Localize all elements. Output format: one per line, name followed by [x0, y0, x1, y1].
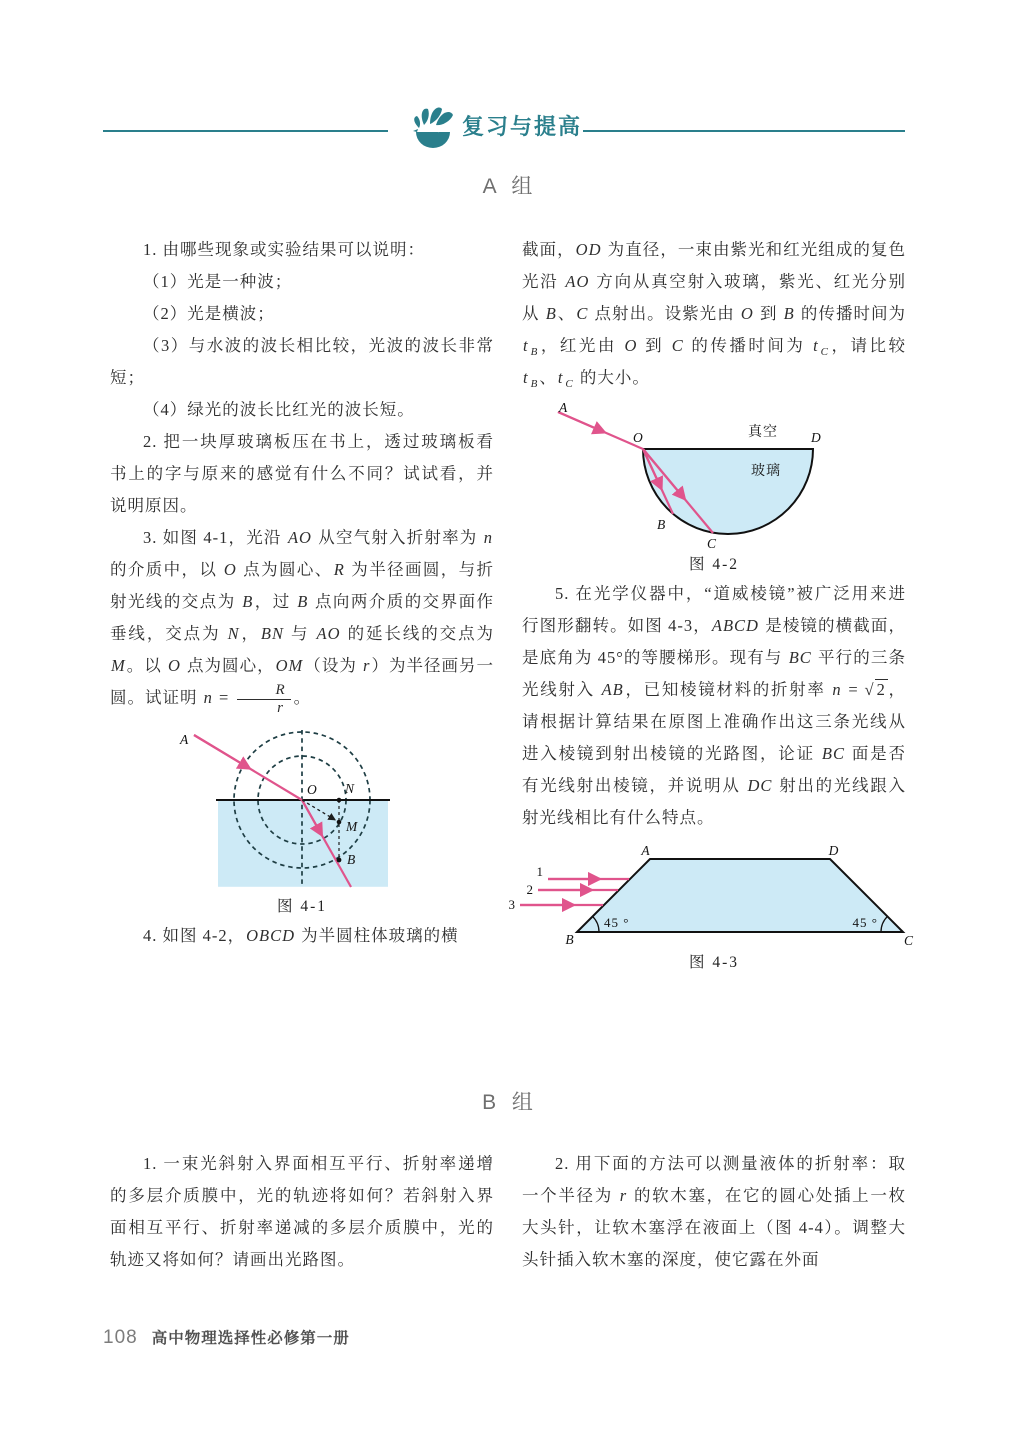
problem-a4-right: 截面，OD 为直径，一束由紫光和红光组成的复色光沿 AO 方向从真空射入玻璃，紫光、红光分别从 B、C 点射出。设紫光由 O 到 B 的传播时间为 t $_B$，红光由 O 到 C 的传播时间为 t $_C$，请比较 t $_B$、t $_C$ 的大小。	[522, 240, 907, 390]
fig41-label-m: M	[346, 819, 359, 835]
fig43-ray-1-label: 1	[536, 864, 544, 879]
page-number: 108	[103, 1327, 138, 1348]
problem-a1-item-2: （2）光是横波；	[143, 304, 275, 323]
column-a-left	[110, 234, 494, 952]
figure-4-3-caption: 图 4-3	[688, 954, 740, 971]
fig43-angle-b: 45 °	[604, 915, 630, 930]
column-b-left	[110, 1148, 494, 1276]
figure-4-3-drawing	[500, 844, 920, 950]
figure-4-3	[508, 844, 915, 976]
section-heading-a: A 组	[482, 175, 538, 198]
book-title: 高中物理选择性必修第一册	[151, 1330, 350, 1347]
column-a-right	[508, 234, 915, 976]
figure-4-2-drawing	[545, 402, 845, 552]
fig41-label-n: N	[345, 781, 356, 797]
page-footer	[103, 1326, 350, 1349]
problem-b1: 1. 一束光斜射入界面相互平行、折射率递增的多层介质膜中，光的轨迹将如何？若斜射入界面相互平行、折射率递减的多层介质膜中，光的轨迹又将如何？请画出光路图。	[110, 1154, 494, 1269]
fig43-label-c: C	[903, 933, 915, 948]
fig42-region-vacuum: 真空	[748, 425, 778, 440]
fig42-label-b: B	[657, 517, 667, 532]
fig42-label-c: C	[707, 536, 718, 551]
figure-4-1	[110, 722, 494, 920]
figure-4-2-caption: 图 4-2	[688, 556, 740, 573]
section-heading-b: B 组	[482, 1091, 538, 1114]
figure-4-2	[522, 402, 906, 578]
review-badge-icon	[410, 101, 456, 149]
header-rule-right	[583, 130, 905, 132]
fig43-ray-3-label: 3	[508, 897, 516, 912]
fig41-label-b: B	[347, 852, 357, 868]
problem-a1-head: 1. 由哪些现象或实验结果可以说明：	[143, 240, 425, 259]
fig43-label-d: D	[828, 844, 840, 858]
figure-4-1-caption: 图 4-1	[276, 898, 328, 916]
fig42-region-glass: 玻璃	[751, 464, 781, 479]
problem-a1-item-4: （4）绿光的波长比红光的波长短。	[143, 400, 415, 419]
fig43-ray-2-label: 2	[526, 882, 534, 897]
fig43-label-a: A	[641, 844, 651, 858]
column-b-right	[522, 1148, 906, 1276]
fig41-label-a: A	[180, 732, 190, 748]
problem-a3: 3. 如图 4-1，光沿 AO 从空气射入折射率为 n 的介质中，以 O 点为圆心、R 为半径画圆，与折射光线的交点为 B，过 B 点向两介质的交界面作垂线，交点为 N，BN 与 AO 的延长线的交点为 M。以 O 点为圆心，OM（设为 r）为半径画另一圆。试证明 n = $\frac{R}{r}$ 。	[110, 528, 495, 716]
fig42-label-o: O	[633, 430, 644, 445]
problem-a5: 5. 在光学仪器中，“道威棱镜”被广泛用来进行图形翻转。如图 4-3，ABCD 是棱镜的横截面，是底角为 45°的等腰梯形。现有与 BC 平行的三条光线射入 AB，已知棱镜材料的折射率 n = √ 2 ，请根据计算结果在原图上准确作出这三条光线从进入棱镜到射出棱镜的光路图，论证 BC 面是否有光线射出棱镜，并说明从 DC 射出的光线跟入射光线相比有什么特点。	[522, 584, 907, 827]
problem-b2: 2. 用下面的方法可以测量液体的折射率：取一个半径为 r 的软木塞，在它的圆心处插上一枚大头针，让软木塞浮在液面上（图 4-4）。调整大头针插入软木塞的深度，使它露在外面	[522, 1154, 907, 1269]
problem-a1-item-1: （1）光是一种波；	[143, 272, 293, 291]
review-badge-title: 复习与提高	[462, 114, 583, 139]
problem-a2: 2. 把一块厚玻璃板压在书上，透过玻璃板看书上的字与原来的感觉有什么不同？试试看，并说明原因。	[110, 432, 494, 515]
fig42-label-d: D	[811, 430, 822, 445]
header-rule-left	[103, 130, 388, 132]
fig42-label-a: A	[559, 402, 569, 415]
fig41-label-o: O	[307, 782, 318, 798]
fig43-label-b: B	[565, 932, 575, 947]
problem-a4-left: 4. 如图 4-2，OBCD 为半圆柱体玻璃的横	[143, 926, 459, 946]
fig43-angle-c: 45 °	[852, 915, 878, 930]
figure-4-1-drawing	[162, 722, 442, 894]
problem-a1-item-3: （3）与水波的波长相比较，光波的波长非常短；	[110, 336, 494, 387]
